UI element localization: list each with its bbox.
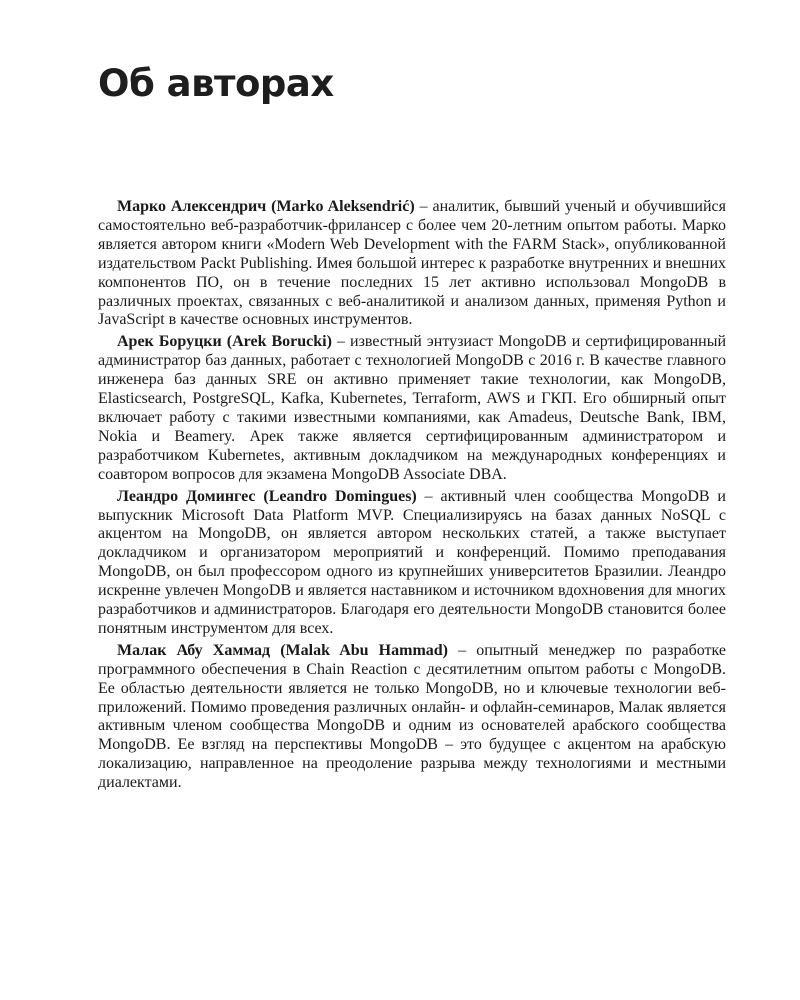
author-bio: – аналитик, бывший ученый и обучившийся самостоятельно веб-разработчик-фрилансер с более чем 20-летним опытом работы. Марко является автором книги «Modern Web Development with the FARM Stack», опубликованной издательством Packt Publishing. Имея большой интерес к разработке внутренних и внешних компонентов ПО, он в течение последних 15 лет активно использовал MongoDB в различных проектах, связанных с веб-аналитикой и анализом данных, применяя Python и JavaScript в качестве основных инструментов. (98, 198, 726, 329)
author-bio: – активный член сообщества MongoDB и выпускник Microsoft Data Platform MVP. Специализируясь на базах данных NoSQL с акцентом на MongoDB, он является автором нескольких статей, а также выступает докладчиком и организатором мероприятий и конференций. Помимо преподавания MongoDB, он был профессором одного из крупнейших университетов Бразилии. Леандро искренне увлечен MongoDB и является наставником и источником вдохновения для многих разработчиков и администраторов. Благодаря его деятельности MongoDB становится более понятным инструментом для всех. (98, 487, 726, 637)
author-bio: – опытный менеджер по разработке программного обеспечения в Chain Reaction с десятилетним опытом работы с MongoDB. Ее областью деятельности является не только MongoDB, но и ключевые технологии веб-приложений. Помимо проведения различных онлайн- и офлайн-семинаров, Малак является активным членом сообщества MongoDB и одним из основателей арабского сообщества MongoDB. Ее взгляд на перспективы MongoDB – это будущее с акцентом на арабскую локализацию, направленное на преодоление разрыва между технологиями и местными диалектами. (98, 641, 726, 792)
author-paragraph-aleksendric (98, 198, 726, 330)
author-name: Леандро Домингес (Leandro Domingues) (117, 487, 417, 505)
author-name: Арек Боруцки (Arek Borucki) (117, 333, 332, 351)
author-paragraph-domingues (98, 488, 726, 639)
page-title: Об авторах (98, 62, 334, 105)
author-paragraph-abu-hammad (98, 642, 726, 793)
author-name: Малак Абу Хаммад (Malak Abu Hammad) (117, 641, 449, 659)
author-name: Марко Алексендрич (Marko Aleksendrić) (117, 198, 415, 215)
authors-section (98, 198, 726, 796)
author-bio: – известный энтузиаст MongoDB и сертифицированный администратор баз данных, работает с технологией MongoDB с 2016 г. В качестве главного инженера баз данных SRE он активно применяет такие технологии, как MongoDB, Elasticsearch, PostgreSQL, Kafka, Kubernetes, Terraform, AWS и ГКП. Его обширный опыт включает работу с такими известными компаниями, как Amadeus, Deutsche Bank, IBM, Nokia и Beamery. Арек также является сертифицированным администратором и разработчиком Kubernetes, активным докладчиком на международных конференциях и соавтором вопросов для экзамена MongoDB Associate DBA. (98, 333, 727, 483)
author-paragraph-borucki (98, 333, 726, 484)
